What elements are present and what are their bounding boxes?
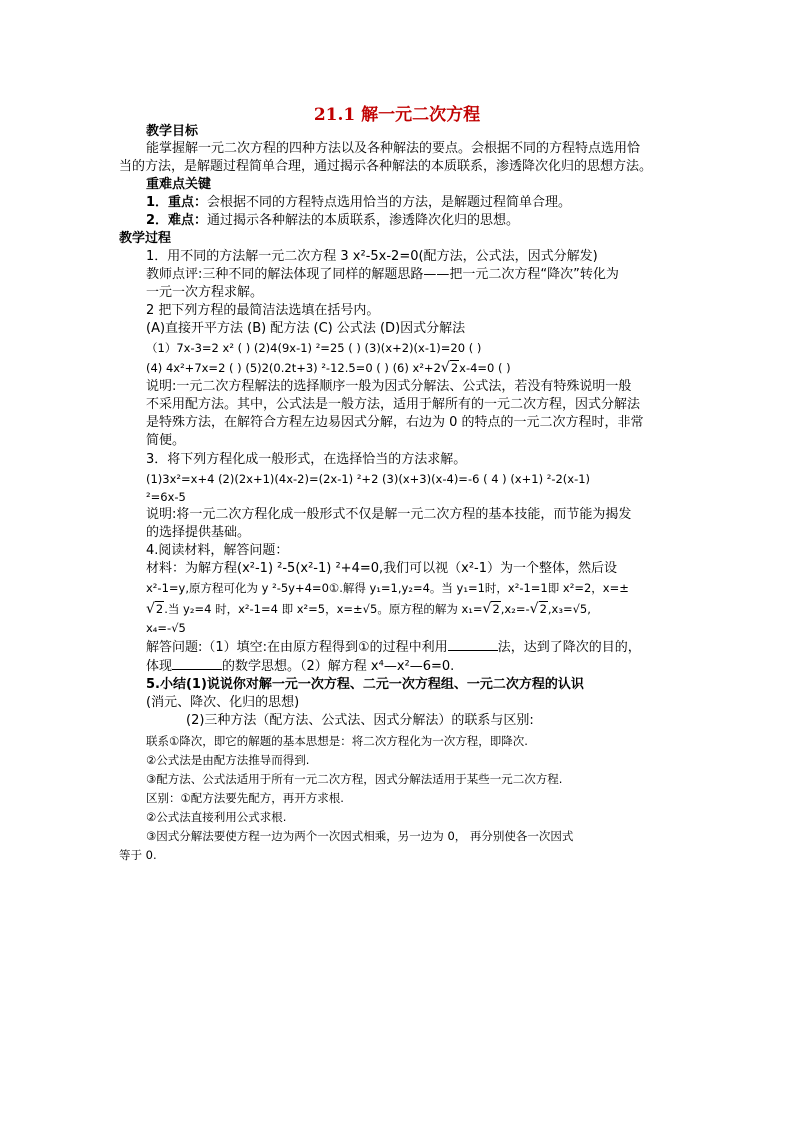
question-1: 1．用不同的方法解一元二次方程 3 x²-5x-2=0(配方法，公式法，因式分解发) <box>146 249 598 264</box>
summary-line-5: ②公式法是由配方法推导而得到. <box>146 753 310 767</box>
question-2: 2 把下列方程的最简洁法选填在括号内。 <box>146 303 380 318</box>
summary-line-4: 联系①降次，即它的解题的基本思想是：将二次方程化为一次方程，即降次. <box>146 734 528 748</box>
comment-1-b: 一元一次方程求解。 <box>146 285 264 300</box>
explanation-5: 说明:将一元二次方程化成一般形式不仅是解一元二次方程的基本技能，而节能为揭发 <box>146 507 632 522</box>
key-point-1 <box>146 195 571 211</box>
page-title: 21.1 解一元二次方程 <box>313 105 481 125</box>
equation-row-2-a: (4) 4x²+7x=2 ( ) (5)2(0.2t+3) ²-12.5=0 ( ) (6) x²+2 <box>146 361 441 375</box>
summary-line-9: ③因式分解法要使方程一边为两个一次因式相乘，另一边为 0， 再分别使各一次因式 <box>146 829 574 843</box>
key-point-1-label: 1．重点： <box>146 195 208 210</box>
question-3-equations-a: (1)3x²=x+4 (2)(2x+1)(4x-2)=(2x-1) ²+2 (3)(x+3)(x-4)=-6 ( 4 ) (x+1) ²-2(x-1) <box>146 472 591 486</box>
sqrt-symbol: √2 <box>529 601 547 617</box>
key-point-2 <box>146 213 519 229</box>
goals-text-2: 当的方法，是解题过程简单合理，通过揭示各种解法的本质联系，渗透降次化归的思想方法。 <box>119 159 653 174</box>
explanation-4: 简便。 <box>146 433 186 448</box>
fill-blank-2[interactable] <box>172 658 222 670</box>
equation-row-2 <box>146 360 511 376</box>
summary-line-2: (消元、降次、化归的思想) <box>146 695 300 710</box>
method-options: (A)直接开平方法 (B) 配方法 (C) 公式法 (D)因式分解法 <box>146 321 466 336</box>
process-heading: 教学过程 <box>119 231 172 246</box>
summary-label: 5.小结 <box>146 677 186 692</box>
key-heading: 重难点关键 <box>146 177 212 192</box>
equation-row-1: （1）7x-3=2 x² ( ) (2)4(9x-1) ²=25 ( ) (3)(x+2)(x-1)=20 ( ) <box>146 341 482 355</box>
summary-line-6: ③配方法、公式法适用于所有一元二次方程，因式分解法适用于某些一元二次方程. <box>146 772 563 786</box>
question-3-equations-b: ²=6x-5 <box>146 490 186 504</box>
answer-2: 体现 的数学思想。（2）解方程 x⁴—x²—6=0. <box>146 659 455 674</box>
key-point-2-label: 2．难点： <box>146 213 208 228</box>
key-point-1-text: 会根据不同的方程特点选用恰当的方法，是解题过程简单合理。 <box>207 195 572 210</box>
explanation-2: 不采用配方法。其中，公式法是一般方法，适用于解所有的一元二次方程，因式分解法 <box>146 397 641 412</box>
sqrt-symbol: √2 <box>440 360 459 376</box>
summary-line-8: ②公式法直接利用公式求根. <box>146 810 287 824</box>
key-point-2-text: 通过揭示各种解法的本质联系，渗透降次化归的思想。 <box>207 213 520 228</box>
question-4: 4.阅读材料，解答问题： <box>146 543 289 558</box>
explanation-3: 是特殊方法，在解符合方程左边易因式分解，右边为 0 的特点的一元二次方程时，非常 <box>146 415 644 430</box>
material-3: √2.当 y₂=4 时，x²-1=4 即 x²=5，x=±√5。原方程的解为 x₁=√2,x₂=-√2,x₃=√5, <box>146 601 591 617</box>
comment-1-a: 教师点评:三种不同的解法体现了同样的解题思路——把一元二次方程“降次”转化为 <box>146 267 619 282</box>
sqrt-symbol: √2 <box>482 601 500 617</box>
material-1: 材料：为解方程(x²-1) ²-5(x²-1) ²+4=0,我们可以视（x²-1）为一个整体，然后设 <box>146 561 617 576</box>
summary-line-1: 5.小结(1)说说你对解一元一次方程、二元一次方程组、一元二次方程的认识 <box>146 677 584 692</box>
explanation-1: 说明:一元二次方程解法的选择顺序一般为因式分解法、公式法，若没有特殊说明一般 <box>146 379 632 394</box>
goals-text-1: 能掌握解一元二次方程的四种方法以及各种解法的要点。会根据不同的方程特点选用恰 <box>146 141 641 156</box>
material-4: x₄=-√5 <box>146 621 186 635</box>
equation-row-2-b: x-4=0 ( ) <box>459 361 511 375</box>
goals-heading: 教学目标 <box>146 124 199 139</box>
question-3: 3．将下列方程化成一般形式，在选择恰当的方法求解。 <box>146 452 467 467</box>
summary-line-10: 等于 0. <box>119 848 157 862</box>
answer-1: 解答问题:（1）填空:在由原方程得到①的过程中利用 法，达到了降次的目的， <box>146 640 641 655</box>
sqrt-symbol: √2 <box>146 601 164 617</box>
explanation-6: 的选择提供基础。 <box>146 525 251 540</box>
summary-line-7: 区别：①配方法要先配方，再开方求根. <box>146 791 344 805</box>
fill-blank-1[interactable] <box>448 639 498 651</box>
summary-line-3: (2)三种方法（配方法、公式法、因式分解法）的联系与区别: <box>186 713 534 728</box>
material-2: x²-1=y,原方程可化为 y ²-5y+4=0①.解得 y₁=1,y₂=4。当 y₁=1时，x²-1=1即 x²=2，x=± <box>146 581 629 595</box>
